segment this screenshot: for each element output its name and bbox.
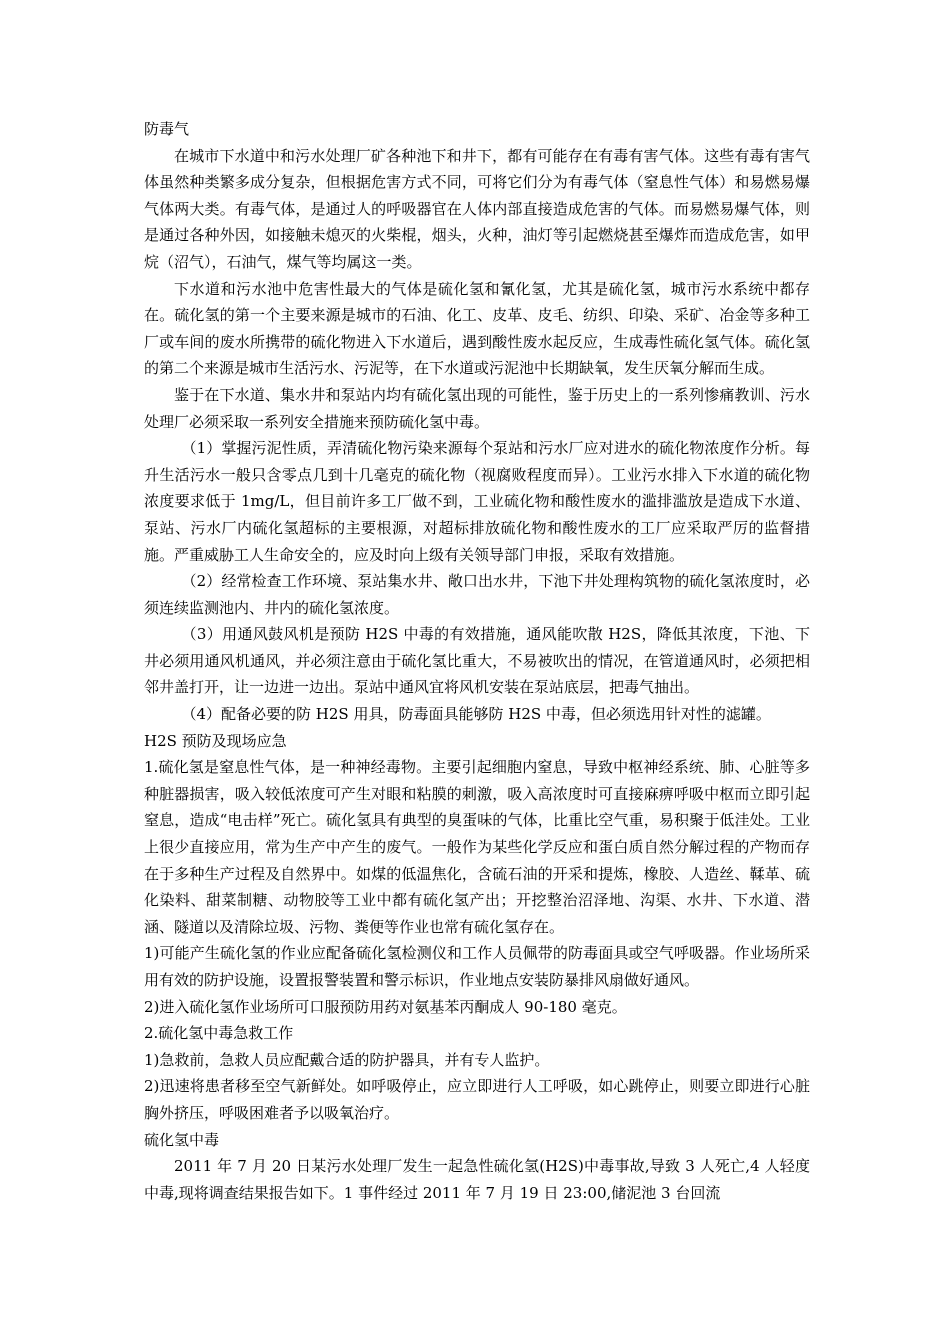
heading-anti-toxic-gas: 防毒气 xyxy=(144,120,190,138)
paragraph-incident-report: 2011 年 7 月 20 日某污水处理厂发生一起急性硫化氢(H2S)中毒事故,导致 3 人死亡,4 人轻度中毒,现将调查结果报告如下。1 事件经过 2011 年 7 月 19 日 23:00,储泥池 3 台回流 xyxy=(144,1157,810,1202)
paragraph-first-aid-2: 2)迅速将患者移至空气新鲜处。如呼吸停止，应立即进行人工呼吸，如心跳停止，则要立即进行心脏胸外挤压，呼吸困难者予以吸氧治疗。 xyxy=(144,1077,810,1122)
paragraph-measure-2: （2）经常检查工作环境、泵站集水井、敞口出水井，下池下井处理构筑物的硫化氢浓度时，必须连续监测池内、井内的硫化氢浓度。 xyxy=(144,572,810,617)
paragraph-h2s-description: 1.硫化氢是窒息性气体，是一种神经毒物。主要引起细胞内窒息，导致中枢神经系统、肺、心脏等多种脏器损害，吸入较低浓度可产生对眼和粘膜的刺激，吸入高浓度时可直接麻痹呼吸中枢而立即引起窒息，造成“电击样”死亡。硫化氢具有典型的臭蛋味的气体，比重比空气重，易积聚于低洼处。工业上很少直接应用，常为生产中产生的废气。一般作为某些化学反应和蛋白质自然分解过程的产物而存在于多种生产过程及自然界中。如煤的低温焦化，含硫石油的开采和提炼，橡胶、人造丝、鞣革、硫化染料、甜菜制糖、动物胶等工业中都有硫化氢产出；开挖整治沼泽地、沟渠、水井、下水道、潜涵、隧道以及清除垃圾、污物、粪便等作业也常有硫化氢存在。 xyxy=(144,758,810,936)
paragraph-prevention-1: 1)可能产生硫化氢的作业应配备硫化氢检测仪和工作人员佩带的防毒面具或空气呼吸器。作业场所采用有效的防护设施，设置报警装置和警示标识，作业地点安装防暴排风扇做好通风。 xyxy=(144,944,810,989)
heading-first-aid: 2.硫化氢中毒急救工作 xyxy=(144,1024,294,1043)
paragraph-first-aid-1: 1)急救前，急救人员应配戴合适的防护器具，并有专人监护。 xyxy=(144,1050,550,1069)
document-body xyxy=(144,116,810,1206)
paragraph-prevention-2: 2)进入硫化氢作业场所可口服预防用药对氨基苯丙酮成人 90-180 毫克。 xyxy=(144,997,627,1016)
paragraph-measure-3: （3）用通风鼓风机是预防 H2S 中毒的有效措施，通风能吹散 H2S，降低其浓度，下池、下井必须用通风机通风，并必须注意由于硫化氢比重大，不易被吹出的情况，在管道通风时，必须把相邻井盖打开，让一边进一边出。泵站中通风宜将风机安装在泵站底层，把毒气抽出。 xyxy=(144,625,810,697)
paragraph-measure-1: （1）掌握污泥性质，弄清硫化物污染来源每个泵站和污水厂应对进水的硫化物浓度作分析。每升生活污水一般只含零点几到十几毫克的硫化物（视腐败程度而异）。工业污水排入下水道的硫化物浓度要求低于 1mg/L，但目前许多工厂做不到，工业硫化物和酸性废水的滥排滥放是造成下水道、泵站、污水厂内硫化氢超标的主要根源，对超标排放硫化物和酸性废水的工厂应采取严厉的监督措施。严重威胁工人生命安全的，应及时向上级有关领导部门申报，采取有效措施。 xyxy=(144,439,810,564)
paragraph-toxic-gas-types: 在城市下水道中和污水处理厂矿各种池下和井下，都有可能存在有毒有害气体。这些有毒有害气体虽然种类繁多成分复杂，但根据危害方式不同，可将它们分为有毒气体（窒息性气体）和易燃易爆气体两大类。有毒气体，是通过人的呼吸器官在人体内部直接造成危害的气体。而易燃易爆气体，则是通过各种外因，如接触未熄灭的火柴棍，烟头，火种，油灯等引起燃烧甚至爆炸而造成危害，如甲烷（沼气），石油气，煤气等均属这一类。 xyxy=(144,146,810,271)
heading-h2s-prevention: H2S 预防及现场应急 xyxy=(144,731,287,750)
heading-h2s-poisoning: 硫化氢中毒 xyxy=(144,1130,220,1149)
paragraph-safety-measures-intro: 鉴于在下水道、集水井和泵站内均有硫化氢出现的可能性，鉴于历史上的一系列惨痛教训、污水处理厂必须采取一系列安全措施来预防硫化氢中毒。 xyxy=(144,385,810,431)
paragraph-h2s-sources: 下水道和污水池中危害性最大的气体是硫化氢和氰化氢，尤其是硫化氢，城市污水系统中都存在。硫化氢的第一个主要来源是城市的石油、化工、皮革、皮毛、纺织、印染、采矿、冶金等多种工厂或车间的废水所携带的硫化物进入下水道后，遇到酸性废水起反应，生成毒性硫化氢气体。硫化氢的第二个来源是城市生活污水、污泥等，在下水道或污泥池中长期缺氧，发生厌氧分解而生成。 xyxy=(144,279,810,378)
paragraph-measure-4: （4）配备必要的防 H2S 用具，防毒面具能够防 H2S 中毒，但必须选用针对性的滤罐。 xyxy=(181,705,771,724)
